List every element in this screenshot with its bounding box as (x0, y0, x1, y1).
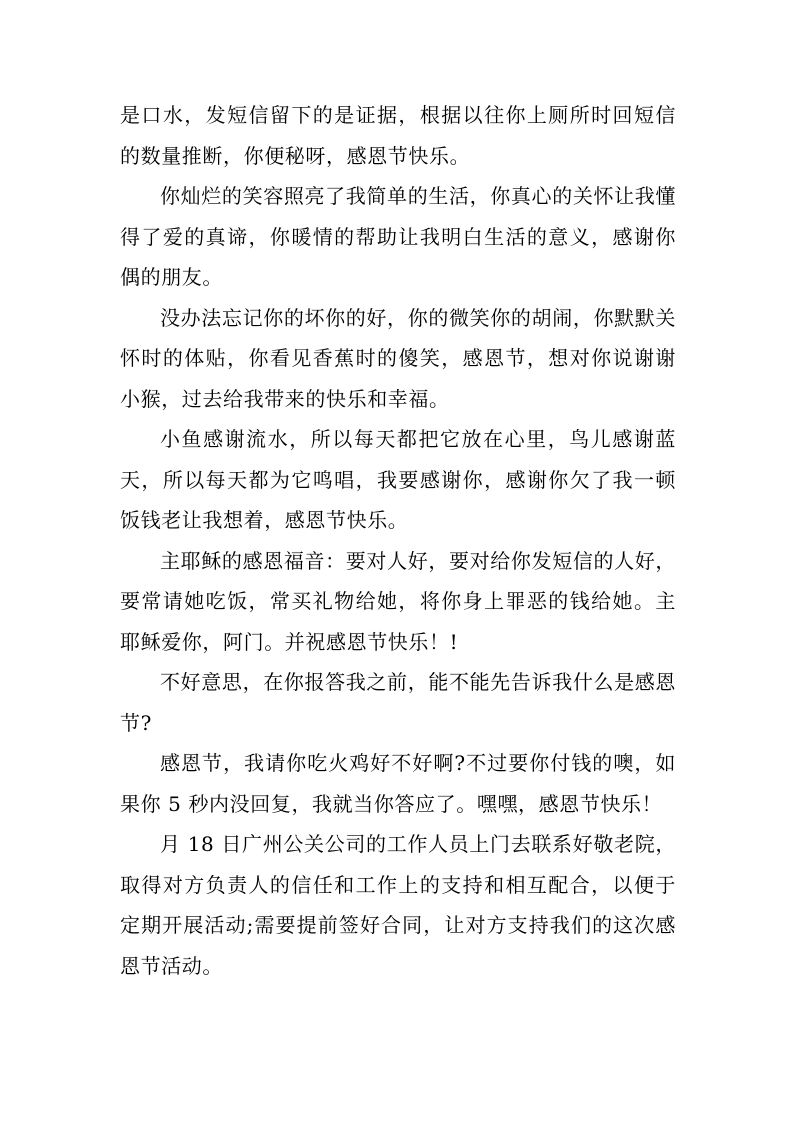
paragraph: 没办法忘记你的坏你的好，你的微笑你的胡闹，你默默关怀时的体贴，你看见香蕉时的傻笑，感恩节，想对你说谢谢小猴，过去给我带来的快乐和幸福。 (120, 305, 676, 411)
document-body (120, 95, 676, 986)
paragraph: 你灿烂的笑容照亮了我简单的生活，你真心的关怀让我懂得了爱的真谛，你暖情的帮助让我明白生活的意义，感谢你偶的朋友。 (120, 184, 676, 289)
paragraph: 是口水，发短信留下的是证据，根据以往你上厕所时回短信的数量推断，你便秘呀，感恩节快乐。 (120, 103, 676, 168)
paragraph: 主耶稣的感恩福音：要对人好，要对给你发短信的人好，要常请她吃饭，常买礼物给她，将你身上罪恶的钱给她。主耶稣爱你，阿门。并祝感恩节快乐！! (120, 548, 676, 654)
paragraph: 不好意思，在你报答我之前，能不能先告诉我什么是感恩节? (120, 670, 676, 735)
paragraph: 月 18 日广州公关公司的工作人员上门去联系好敬老院，取得对方负责人的信任和工作上的支持和相互配合，以便于定期开展活动;需要提前签好合同，让对方支持我们的这次感恩节活动。 (120, 832, 676, 978)
paragraph: 感恩节，我请你吃火鸡好不好啊?不过要你付钱的噢，如果你 5 秒内没回复，我就当你答应了。嘿嘿，感恩节快乐！ (120, 751, 676, 816)
paragraph: 小鱼感谢流水，所以每天都把它放在心里，鸟儿感谢蓝天，所以每天都为它鸣唱，我要感谢你，感谢你欠了我一顿饭钱老让我想着，感恩节快乐。 (120, 427, 676, 532)
